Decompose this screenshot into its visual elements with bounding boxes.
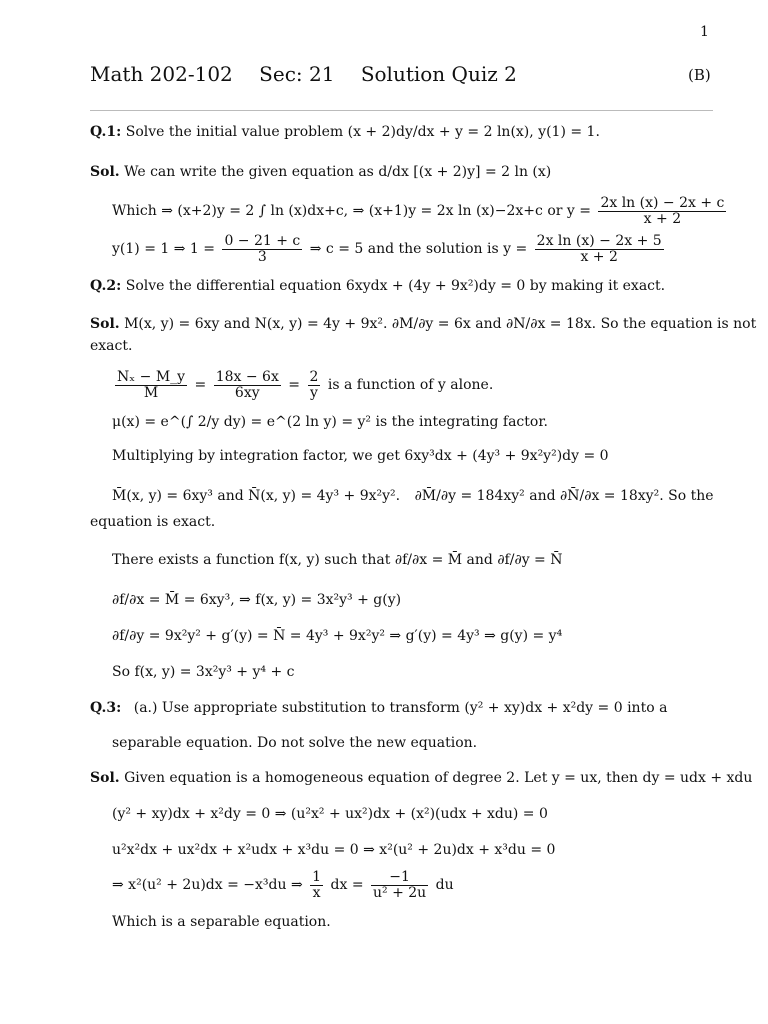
q3-question (90, 700, 667, 716)
q1-question (90, 124, 600, 140)
fraction-numerator: 0 − 21 + c (224, 233, 301, 249)
q2-so: So f(x, y) = 3x²y³ + y⁴ + c (112, 664, 295, 680)
q2-solution (90, 316, 756, 332)
fraction-numerator: −1 (371, 870, 428, 886)
q3-sol-label: Sol. (90, 770, 120, 786)
fraction-denominator: x + 2 (643, 210, 682, 227)
q2-sol-label: Sol. (90, 316, 120, 332)
q3-solution (90, 770, 752, 786)
q1-text: Solve the initial value problem (x + 2)dy/dx + y = 2 ln(x), y(1) = 1. (125, 124, 600, 140)
fraction-denominator: x (312, 884, 321, 901)
q3-text-continued: separable equation. Do not solve the new equation. (112, 735, 478, 751)
q1-step2-fraction (222, 234, 302, 264)
q1-step1-text: Which ⇒ (x+2)y = 2 ∫ ln (x)dx+c, ⇒ (x+1)y = 2x ln (x)−2x+c or y = (112, 203, 591, 220)
q1-sol-label: Sol. (90, 164, 120, 180)
q3-frac1 (310, 870, 323, 900)
fraction-numerator: 2x ln (x) − 2x + c (600, 195, 725, 211)
q1-step2-mid: ⇒ c = 5 and the solution is y = (309, 241, 528, 258)
q3-text: (a.) Use appropriate substitution to transform (y² + xy)dx + x²dy = 0 into a (133, 700, 668, 716)
fraction-denominator: M (143, 384, 159, 401)
q1-step1 (112, 196, 729, 226)
q3-line3-tail: du (435, 877, 454, 894)
fraction-denominator: 6xy (234, 384, 260, 401)
fraction-numerator: 1 (312, 869, 322, 885)
q2-sol-text: M(x, y) = 6xy and N(x, y) = 4y + 9x². (124, 316, 388, 332)
q2-exists: There exists a function f(x, y) such that ∂f/∂x = M̄ and ∂f/∂y = N̄ (112, 552, 563, 568)
q2-question (90, 278, 665, 294)
q3-line4: Which is a separable equation. (112, 914, 331, 930)
q2-label: Q.2: (90, 278, 122, 294)
q3-line3 (112, 870, 454, 900)
ratio-fraction (115, 370, 187, 400)
q3-line3-mid: dx = (330, 877, 364, 894)
fraction-numerator: 2 (309, 369, 319, 385)
fraction-denominator: y (310, 384, 318, 401)
fraction-numerator: Nₓ − M_y (117, 369, 186, 385)
q2-text: Solve the differential equation 6xydx + (4y + 9x²)dy = 0 by making it exact. (125, 278, 666, 294)
q2-mbar-text: M̄(x, y) = 6xy³ and N̄(x, y) = 4y³ + 9x²y². (112, 488, 401, 504)
q3-label: Q.3: (90, 700, 122, 716)
q2-multiply: Multiplying by integration factor, we get 6xy³dx + (4y³ + 9x²y²)dy = 0 (112, 448, 609, 464)
q1-step2 (112, 234, 667, 264)
q1-step1-fraction (598, 196, 726, 226)
page-title (90, 62, 537, 86)
fraction-numerator: 2x ln (x) − 2x + 5 (536, 233, 662, 249)
fraction-denominator: x + 2 (580, 248, 618, 265)
fraction-denominator: u² + 2u (373, 884, 427, 901)
page-number: 1 (700, 24, 709, 40)
q1-step2-lhs: y(1) = 1 ⇒ 1 = (112, 241, 215, 258)
q2-mbar-continued: equation is exact. (90, 514, 216, 530)
version-label: (B) (688, 66, 711, 84)
q3-sol-text: Given equation is a homogeneous equation of degree 2. Let y = ux, then dy = udx + xdu (124, 770, 753, 786)
section-label: Sec: 21 (259, 62, 335, 86)
quiz-title: Solution Quiz 2 (360, 62, 517, 86)
q1-sol-text: We can write the given equation as d/dx [(x + 2)y] = 2 ln (x) (124, 164, 552, 180)
q2-fy: ∂f/∂y = 9x²y² + g′(y) = N̄ = 4y³ + 9x²y² ⇒ g′(y) = 4y³ ⇒ g(y) = y⁴ (112, 628, 563, 644)
q2-mu: μ(x) = e^(∫ 2/y dy) = e^(2 ln y) = y² is the integrating factor. (112, 414, 548, 430)
q3-line2: u²x²dx + ux²dx + x²udx + x³du = 0 ⇒ x²(u² + 2u)dx + x³du = 0 (112, 842, 556, 858)
ratio-mid-fraction (214, 370, 281, 400)
q3-line3-lhs: ⇒ x²(u² + 2u)dx = −x³du ⇒ (112, 877, 303, 894)
ratio-tail: is a function of y alone. (327, 377, 494, 394)
fraction-denominator: 3 (257, 248, 267, 265)
ratio-result-fraction (308, 370, 321, 400)
q3-line1: (y² + xy)dx + x²dy = 0 ⇒ (u²x² + ux²)dx + (x²)(udx + xdu) = 0 (112, 806, 548, 822)
q1-step2-fraction2 (535, 234, 664, 264)
q2-sol-partials: ∂M/∂y = 6x and ∂N/∂x = 18x. So the equation is not (391, 316, 757, 332)
q1-solution (90, 164, 551, 180)
header-divider (90, 110, 713, 111)
q2-mbar-partials: ∂M̄/∂y = 184xy² and ∂N̄/∂x = 18xy². So the (414, 488, 714, 504)
q2-mbar (112, 488, 714, 504)
q1-label: Q.1: (90, 124, 122, 140)
q2-sol-continued: exact. (90, 338, 133, 354)
q2-fx: ∂f/∂x = M̄ = 6xy³, ⇒ f(x, y) = 3x²y³ + g(y) (112, 592, 402, 608)
q3-frac2 (371, 870, 428, 900)
course-name: Math 202-102 (90, 62, 233, 86)
q2-ratio: $\frac{\text{Nₓ − M\_y}}{M}$ = $\frac{18x - 6x}{6xy}$ = $\frac{2}{y}$ is a function of y alone. (117, 369, 494, 401)
fraction-numerator: 18x − 6x (215, 369, 279, 385)
